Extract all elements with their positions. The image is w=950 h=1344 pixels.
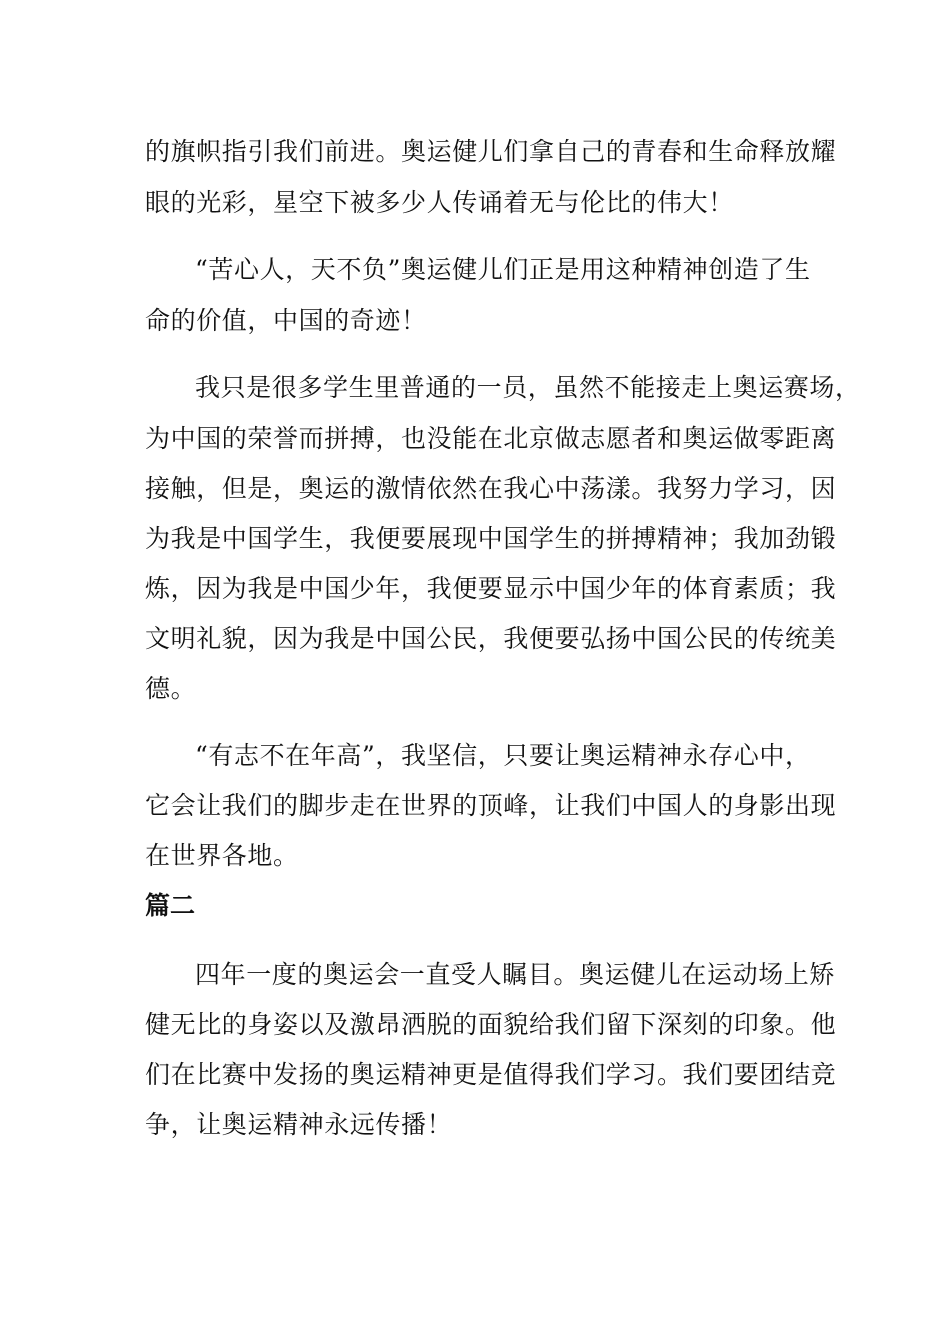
- paragraph-1-line-1: 的旗帜指引我们前进。奥运健儿们拿自己的青春和生命释放耀: [145, 137, 837, 166]
- paragraph-4-line-1: “有志不在年高”，我坚信，只要让奥运精神永存心中，: [195, 741, 811, 770]
- section-paragraph-line-2: 健无比的身姿以及激昂洒脱的面貌给我们留下深刻的印象。他: [145, 1010, 837, 1039]
- section-heading: 篇二: [145, 891, 196, 920]
- section-paragraph-line-3: 们在比赛中发扬的奥运精神更是值得我们学习。我们要团结竞: [145, 1060, 837, 1089]
- paragraph-4-line-2: 它会让我们的脚步走在世界的顶峰，让我们中国人的身影出现: [145, 791, 837, 820]
- paragraph-3-line-4: 为我是中国学生，我便要展现中国学生的拼搏精神；我加劲锻: [145, 524, 837, 553]
- paragraph-4-line-3: 在世界各地。: [145, 841, 299, 870]
- paragraph-1-line-2: 眼的光彩，星空下被多少人传诵着无与伦比的伟大！: [145, 188, 734, 217]
- paragraph-3-line-1: 我只是很多学生里普通的一员，虽然不能接走上奥运赛场，: [195, 373, 861, 402]
- paragraph-3-line-5: 炼，因为我是中国少年，我便要显示中国少年的体育素质；我: [145, 574, 837, 603]
- paragraph-3-line-7: 德。: [145, 674, 197, 703]
- section-paragraph-line-1: 四年一度的奥运会一直受人瞩目。奥运健儿在运动场上矫: [195, 960, 836, 989]
- paragraph-2-line-1: “苦心人，天不负”奥运健儿们正是用这种精神创造了生: [195, 255, 811, 284]
- section-paragraph-line-4: 争，让奥运精神永远传播！: [145, 1110, 453, 1139]
- paragraph-2-line-2: 命的价值，中国的奇迹！: [145, 306, 427, 335]
- paragraph-3-line-3: 接触，但是，奥运的激情依然在我心中荡漾。我努力学习，因: [145, 474, 837, 503]
- paragraph-3-line-2: 为中国的荣誉而拼搏，也没能在北京做志愿者和奥运做零距离: [145, 424, 837, 453]
- paragraph-3-line-6: 文明礼貌，因为我是中国公民，我便要弘扬中国公民的传统美: [145, 624, 837, 653]
